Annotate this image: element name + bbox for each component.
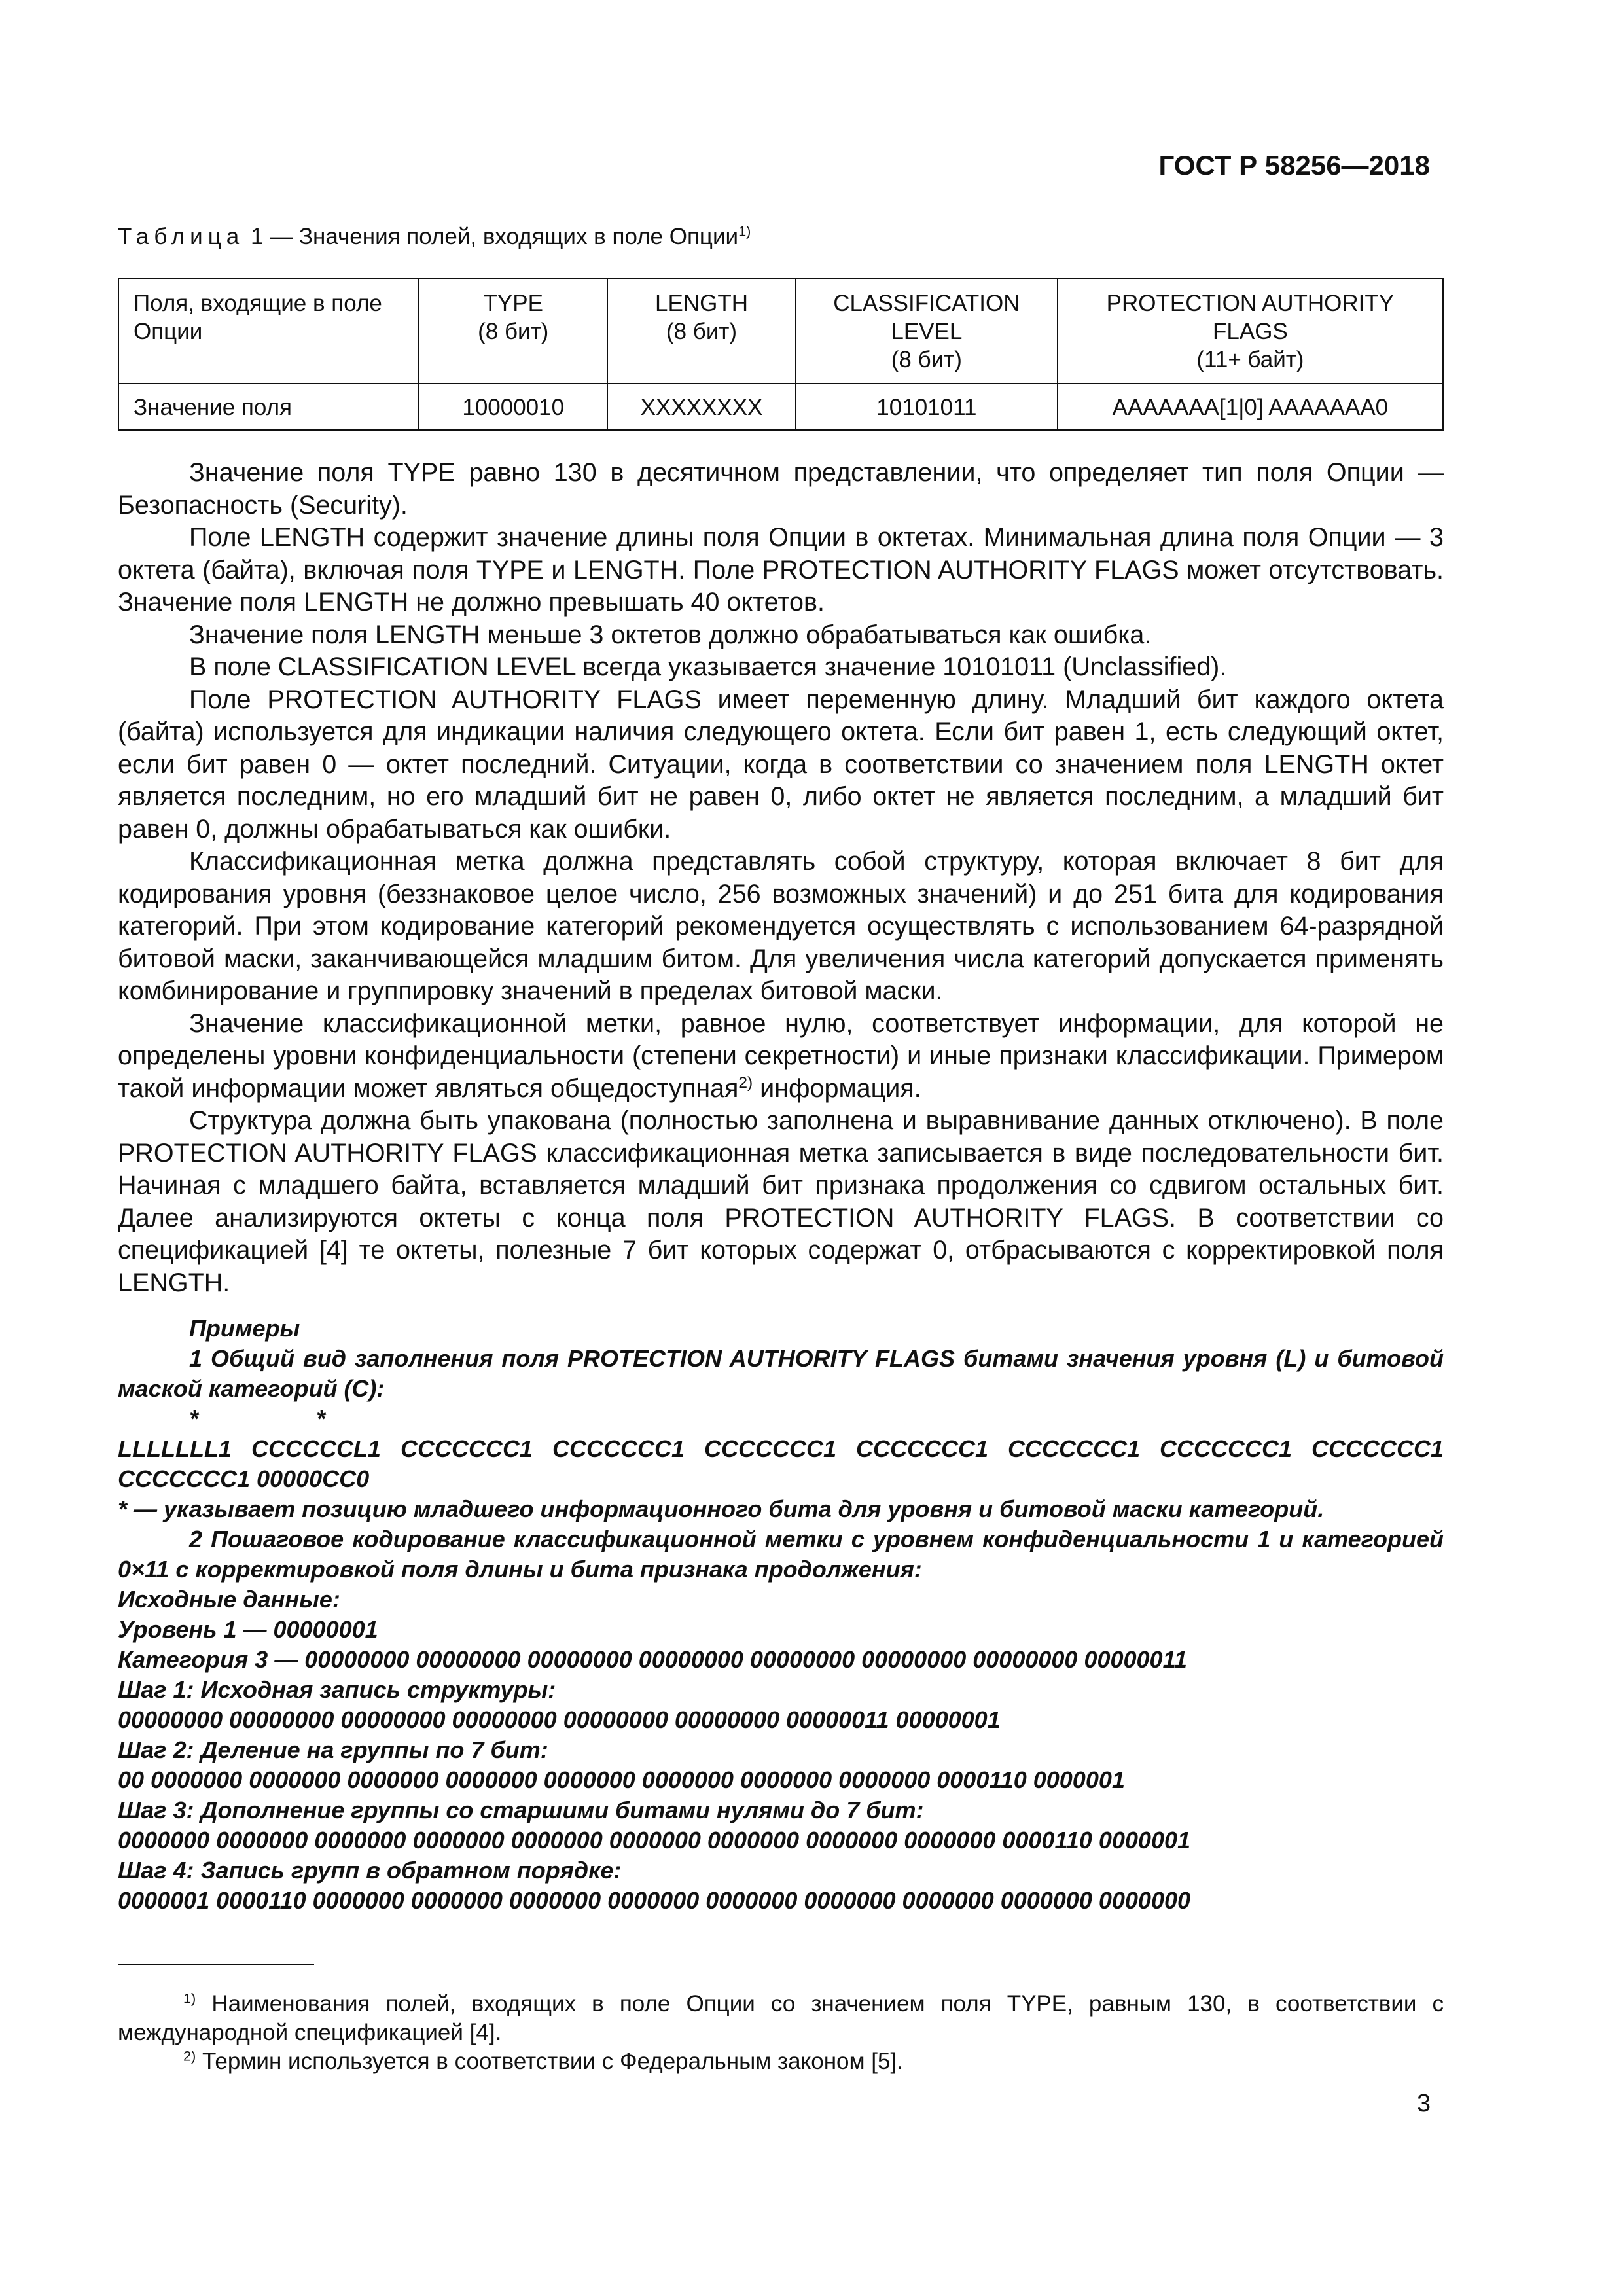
value-cell-length: XXXXXXXX [607, 384, 796, 430]
paragraph-zero-label [118, 1008, 1444, 1105]
header-cell-line: LEVEL [891, 319, 963, 344]
paragraph-zero-label-text: Значение классификационной метки, равное нулю, соответствует информации, для которой не определены уровни конфиденциальности (степени секретности) и иные признаки классификации. Примером такой информации может являться общедоступная [118, 1009, 1444, 1103]
footnote-1 [118, 1990, 1444, 2047]
paragraph-protection-flags: Поле PROTECTION AUTHORITY FLAGS имеет переменную длину. Младший бит каждого октета (байта) используется для индикации наличия следующего октета. Если бит равен 1, есть следующий октет, если бит равен 0 — октет последний. Ситуации, когда в соответствии со значением поля LENGTH октет является последним, но его младший бит не равен 0, либо октет не является последним, а младший бит равен 0, должны обрабатываться как ошибки. [118, 685, 1444, 844]
examples-title: Примеры [189, 1315, 300, 1342]
footnote-1-text: Наименования полей, входящих в поле Опции со значением поля TYPE, равным 130, в соответствии с международной спецификацией [4]. [118, 1991, 1444, 2045]
example-2-category: Категория 3 — 00000000 00000000 00000000 00000000 00000000 00000000 00000000 00000011 [118, 1646, 1187, 1673]
page-number: 3 [1416, 2090, 1431, 2117]
value-cell-type: 10000010 [419, 384, 607, 430]
example-1-bits: LLLLLLL1 CCCCCCL1 CCCCCCC1 CCCCCCC1 CCCCCCC1 CCCCCCC1 CCCCCCC1 CCCCCCC1 CCCCCCC1 CCCCCCC1 00000CC0 [118, 1435, 1444, 1492]
example-1-description: 1 Общий вид заполнения поля PROTECTION AUTHORITY FLAGS битами значения уровня (L) и битовой маской категорий (C): [118, 1345, 1444, 1402]
footnote-1-mark: 1) [183, 1990, 196, 2007]
header-cell-line: Поля, входящие в поле [134, 291, 382, 316]
footnote-2 [118, 2047, 1444, 2076]
table-caption-prefix: Таблица [118, 224, 245, 249]
header-cell-line: FLAGS [1213, 319, 1288, 344]
header-cell-line: (8 бит) [478, 319, 549, 344]
table-header-row [118, 278, 1443, 384]
header-cell-protection-authority-flags [1058, 278, 1443, 384]
header-cell-line: CLASSIFICATION [833, 291, 1020, 316]
example-2-step-3-bits: 0000000 0000000 0000000 0000000 0000000 0000000 0000000 0000000 0000000 0000110 0000001 [118, 1827, 1191, 1854]
example-2-step-1-bits: 00000000 00000000 00000000 00000000 00000000 00000000 00000011 00000001 [118, 1706, 1001, 1733]
footnote-2-mark: 2) [183, 2047, 196, 2064]
paragraph-length-field: Поле LENGTH содержит значение длины поля Опции в октетах. Минимальная длина поля Опции — 3 октета (байта), включая поля TYPE и LENGTH. Поле PROTECTION AUTHORITY FLAGS может отсутствовать. Значение поля LENGTH не должно превышать 40 октетов. [118, 523, 1444, 617]
document-id-header: ГОСТ Р 58256—2018 [1158, 150, 1430, 181]
example-1-star-markers [118, 1404, 1444, 1434]
example-2-step-2-bits: 00 0000000 0000000 0000000 0000000 0000000 0000000 0000000 0000000 0000110 0000001 [118, 1767, 1125, 1793]
header-cell-line: (11+ байт) [1196, 347, 1304, 372]
example-1-note: * — указывает позицию младшего информационного бита для уровня и битовой маски категорий. [118, 1496, 1325, 1522]
footnote-2-text: Термин используется в соответствии с Федеральным законом [5]. [196, 2049, 903, 2074]
example-2-description: 2 Пошаговое кодирование классификационной метки с уровнем конфиденциальности 1 и категорией 0×11 с корректировкой поля длины и бита признака продолжения: [118, 1526, 1444, 1583]
star-marker: * [189, 1405, 199, 1432]
page-content [118, 223, 1444, 1916]
paragraph-classification-level: В поле CLASSIFICATION LEVEL всегда указывается значение 10101011 (Unclassified). [189, 653, 1227, 681]
footnote-divider [118, 1964, 314, 1965]
header-cell-line: LENGTH [655, 291, 749, 316]
paragraph-type-value: Значение поля TYPE равно 130 в десятичном представлении, что определяет тип поля Опции — Безопасность (Security). [118, 458, 1444, 520]
header-cell-line: Опции [134, 319, 203, 344]
paragraph-label-structure: Классификационная метка должна представлять собой структуру, которая включает 8 бит для кодирования уровня (беззнаковое целое число, 256 возможных значений) и до 251 бита для кодирования категорий. При этом кодирование категорий рекомендуется осуществлять с использованием 64-разрядной битовой маски, заканчивающейся младшим битом. Для увеличения числа категорий допускается применять комбинирование и группировку значений в пределах битовой маски. [118, 847, 1444, 1005]
paragraph-packing: Структура должна быть упакована (полностью заполнена и выравнивание данных отключено). В поле PROTECTION AUTHORITY FLAGS классификационная метка записывается в виде последовательности бит. Начиная с младшего байта, вставляется младший бит признака продолжения со сдвигом остальных бит. Далее анализируются октеты с конца поля PROTECTION AUTHORITY FLAGS. В соответствии со спецификацией [4] те октеты, полезные 7 бит которых содержат 0, отбрасываются с корректировкой поля LENGTH. [118, 1106, 1444, 1297]
header-cell-line: (8 бит) [666, 319, 738, 344]
example-2-step-4: Шаг 4: Запись групп в обратном порядке: [118, 1857, 622, 1884]
paragraph-length-error: Значение поля LENGTH меньше 3 октетов должно обрабатываться как ошибка. [189, 620, 1152, 649]
paragraph-zero-label-end: информация. [753, 1073, 921, 1103]
value-cell-protection-authority-flags: AAAAAAA[1|0] AAAAAAA0 [1058, 384, 1443, 430]
example-2-step-4-bits: 0000001 0000110 0000000 0000000 0000000 0000000 0000000 0000000 0000000 0000000 0000000 [118, 1887, 1191, 1914]
example-2-step-3: Шаг 3: Дополнение группы со старшими битами нулями до 7 бит: [118, 1797, 924, 1823]
example-2-step-2: Шаг 2: Деление на группы по 7 бит: [118, 1736, 548, 1763]
example-2-source-title: Исходные данные: [118, 1586, 340, 1613]
table-value-row [118, 384, 1443, 430]
example-2-step-1: Шаг 1: Исходная запись структуры: [118, 1676, 556, 1703]
header-cell-type [419, 278, 607, 384]
header-cell-line: TYPE [483, 291, 543, 316]
table-caption-footnote-ref: 1) [738, 223, 751, 240]
footnote-ref-2: 2) [738, 1073, 753, 1092]
examples-block [118, 1314, 1444, 1916]
table-caption [118, 223, 1444, 251]
header-cell-line: PROTECTION AUTHORITY [1106, 291, 1395, 316]
value-cell-classification-level: 10101011 [796, 384, 1058, 430]
star-marker: * [316, 1405, 326, 1432]
header-cell-length [607, 278, 796, 384]
table-caption-text: 1 — Значения полей, входящих в поле Опции [244, 224, 739, 249]
header-cell-line: (8 бит) [891, 347, 962, 372]
header-cell-fields [118, 278, 419, 384]
example-2-level: Уровень 1 — 00000001 [118, 1616, 378, 1643]
value-cell-label: Значение поля [118, 384, 419, 430]
header-cell-classification-level [796, 278, 1058, 384]
option-fields-table [118, 278, 1444, 431]
footnotes [118, 1990, 1444, 2076]
